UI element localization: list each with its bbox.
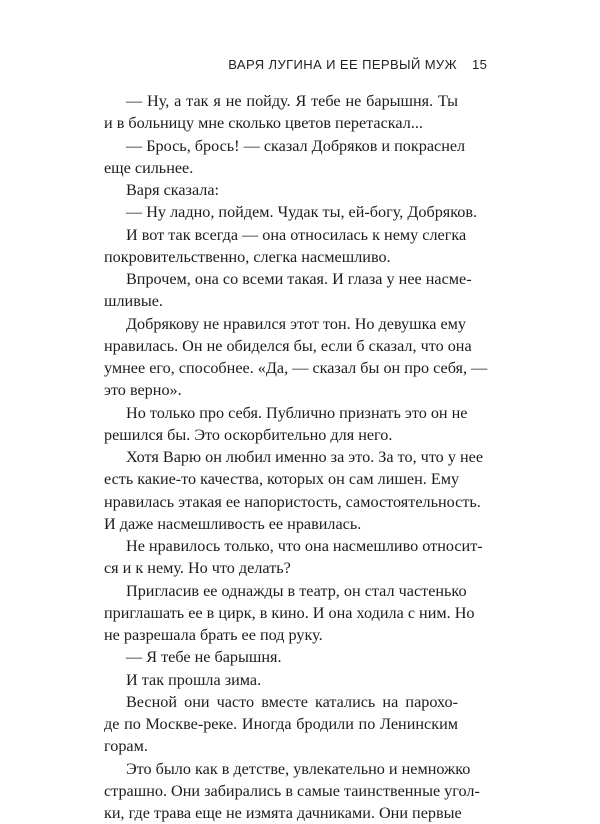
text-line: есть какие-то качества, которых он сам лишен. Ему [104,470,460,489]
running-header [0,57,600,77]
text-line: Впрочем, она со всеми такая. И глаза у нее насме- [126,270,472,288]
text-line: страшно. Они забирались в самые таинственные угол- [104,781,480,800]
text-line: и в больницу мне сколько цветов перетаскал... [104,114,423,133]
text-line: Но только про себя. Публично признать это он не [126,403,468,422]
text-line: ся и к нему. Но что делать? [104,559,291,578]
text-line: шливые. [104,292,163,311]
text-line: Добрякову не нравился этот тон. Но девушка ему [126,314,466,333]
text-line: покровительственно, слегка насмешливо. [104,247,391,266]
text-line: Хотя Варю он любил именно за это. За то, что у нее [126,448,484,466]
text-line: ки, где трава еще не измята дачниками. Они первые [104,804,462,822]
text-line: Варя сказала: [126,181,220,199]
text-line: И даже насмешливость ее нравилась. [104,514,362,533]
text-line: — Ну ладно, пойдем. Чудак ты, ей-богу, Добряков. [126,203,478,222]
text-line: горам. [104,737,148,756]
text-line: не разрешала брать ее под руку. [104,626,323,644]
text-line: Пригласив ее однажды в театр, он стал частенько [126,581,467,600]
page-number: 15 [472,57,488,72]
text-line: И вот так всегда — она относилась к нему слегка [126,225,467,244]
text-line: еще сильнее. [104,158,194,177]
text-line: Весной они часто вместе катались на парохо- [126,692,458,711]
text-line: нравилась. Он не обиделся бы, если б сказал, что она [104,336,472,355]
text-line: нравилась этакая ее напористость, самостоятельность. [104,492,481,511]
text-line: де по Москве-реке. Иногда бродили по Ленинским [104,715,458,733]
text-line: решился бы. Это оскорбительно для него. [104,425,393,444]
body-text [104,90,488,824]
text-line: — Ну, а так я не пойду. Я тебе не барышня. Ты [126,92,458,110]
text-line: умнее его, способнее. «Да, — сказал бы он про себя, — [104,359,488,377]
text-line: — Я тебе не барышня. [126,648,282,667]
running-title: ВАРЯ ЛУГИНА И ЕЕ ПЕРВЫЙ МУЖ [228,57,457,72]
text-line: Это было как в детстве, увлекательно и немножко [126,759,471,778]
text-line: приглашать ее в цирк, в кино. И она ходила с ним. Но [104,603,475,622]
text-line: Не нравилось только, что она насмешливо относит- [126,537,483,555]
text-line: — Брось, брось! — сказал Добряков и покраснел [126,136,466,155]
text-line: И так прошла зима. [126,670,262,689]
text-line: это верно». [104,381,182,400]
